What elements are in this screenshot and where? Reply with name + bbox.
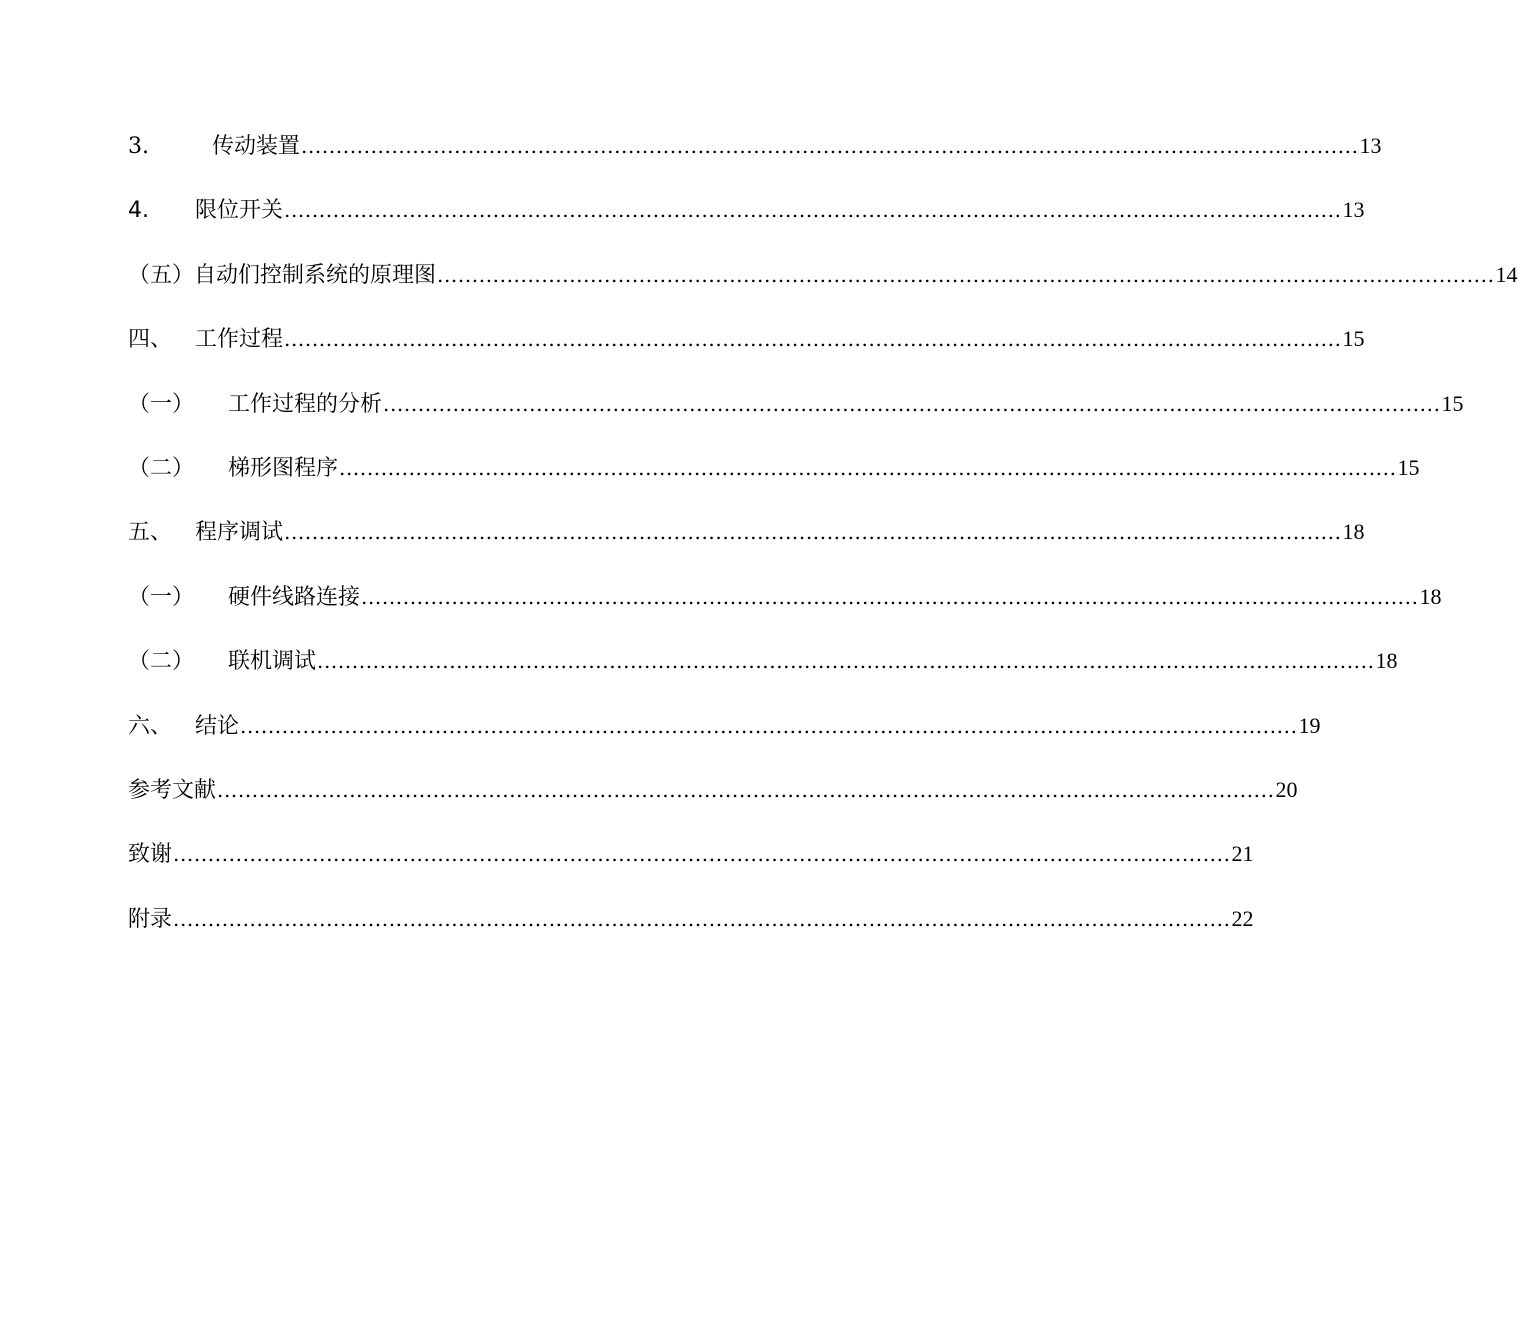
toc-entry[interactable] <box>128 253 1518 317</box>
toc-entry[interactable] <box>128 768 1298 832</box>
toc-entry-number: 五、 <box>128 520 173 546</box>
toc-dot-leader: ........................................................................................................................................................ <box>284 327 1342 352</box>
toc-entry[interactable] <box>128 510 1365 574</box>
toc-entry-page: 18 <box>1419 583 1442 609</box>
toc-entry[interactable] <box>128 446 1420 510</box>
toc-entry-page: 15 <box>1441 390 1464 416</box>
toc-entry-title: （五）自动们控制系统的原理图 <box>128 262 437 288</box>
toc-entry-page: 13 <box>1359 133 1382 158</box>
toc-entry-title: 梯形图程序 <box>228 455 339 481</box>
toc-entry-page: 15 <box>1397 454 1420 480</box>
toc-entry-number: （一） <box>128 391 195 417</box>
toc-entry-number: （二） <box>128 455 195 481</box>
toc-entry-title: 程序调试 <box>195 520 284 546</box>
toc-entry[interactable] <box>128 382 1464 446</box>
toc-entry-title: 附录 <box>128 906 173 932</box>
toc-entry-page: 20 <box>1275 776 1298 802</box>
toc-entry-title: 致谢 <box>128 842 173 868</box>
toc-entry-page: 14 <box>1495 261 1518 287</box>
toc-entry-title: 限位开关 <box>195 198 284 224</box>
toc-entry[interactable] <box>128 897 1254 961</box>
toc-entry[interactable] <box>128 832 1254 896</box>
toc-dot-leader: ........................................................................................................................................................ <box>301 134 1359 158</box>
toc-entry-page: 22 <box>1231 905 1254 931</box>
toc-entry-page: 19 <box>1298 712 1321 738</box>
toc-dot-leader: ........................................................................................................................................................ <box>284 520 1342 545</box>
toc-entry[interactable] <box>128 188 1365 252</box>
table-of-contents <box>128 124 1518 961</box>
toc-dot-leader: ........................................................................................................................................................ <box>437 262 1495 287</box>
toc-entry-page: 21 <box>1231 841 1254 867</box>
toc-entry-title: 参考文献 <box>128 777 217 803</box>
toc-dot-leader: ........................................................................................................................................................ <box>383 391 1441 416</box>
toc-entry[interactable] <box>128 704 1321 768</box>
toc-dot-leader: ........................................................................................................................................................ <box>317 649 1375 674</box>
toc-dot-leader: ........................................................................................................................................................ <box>339 455 1397 480</box>
toc-entry-title: 工作过程的分析 <box>228 391 383 417</box>
toc-dot-leader: ........................................................................................................................................................ <box>173 842 1231 867</box>
toc-entry-title: 工作过程 <box>195 327 284 353</box>
toc-entry[interactable] <box>128 639 1398 703</box>
toc-entry[interactable] <box>128 124 1382 188</box>
toc-entry-number: （二） <box>128 649 195 675</box>
toc-entry-title: 传动装置 <box>212 134 301 159</box>
toc-dot-leader: ........................................................................................................................................................ <box>284 198 1342 223</box>
toc-entry[interactable] <box>128 317 1365 381</box>
toc-entry-page: 18 <box>1342 519 1365 545</box>
toc-entry-page: 15 <box>1342 326 1365 352</box>
toc-entry-number: （一） <box>128 584 195 610</box>
toc-entry-number: 3. <box>128 134 149 159</box>
toc-entry-title: 联机调试 <box>228 649 317 675</box>
toc-dot-leader: ........................................................................................................................................................ <box>217 777 1275 802</box>
toc-dot-leader: ........................................................................................................................................................ <box>173 906 1231 931</box>
toc-entry-number: 四、 <box>128 327 173 353</box>
toc-entry-title: 硬件线路连接 <box>228 584 361 610</box>
toc-entry-number: 4. <box>128 198 149 224</box>
toc-dot-leader: ........................................................................................................................................................ <box>361 584 1419 609</box>
toc-entry-title: 结论 <box>195 713 240 739</box>
toc-entry-page: 13 <box>1342 197 1365 223</box>
toc-entry-page: 18 <box>1375 648 1398 674</box>
toc-entry[interactable] <box>128 575 1442 639</box>
toc-entry-number: 六、 <box>128 713 173 739</box>
toc-dot-leader: ........................................................................................................................................................ <box>240 713 1298 738</box>
